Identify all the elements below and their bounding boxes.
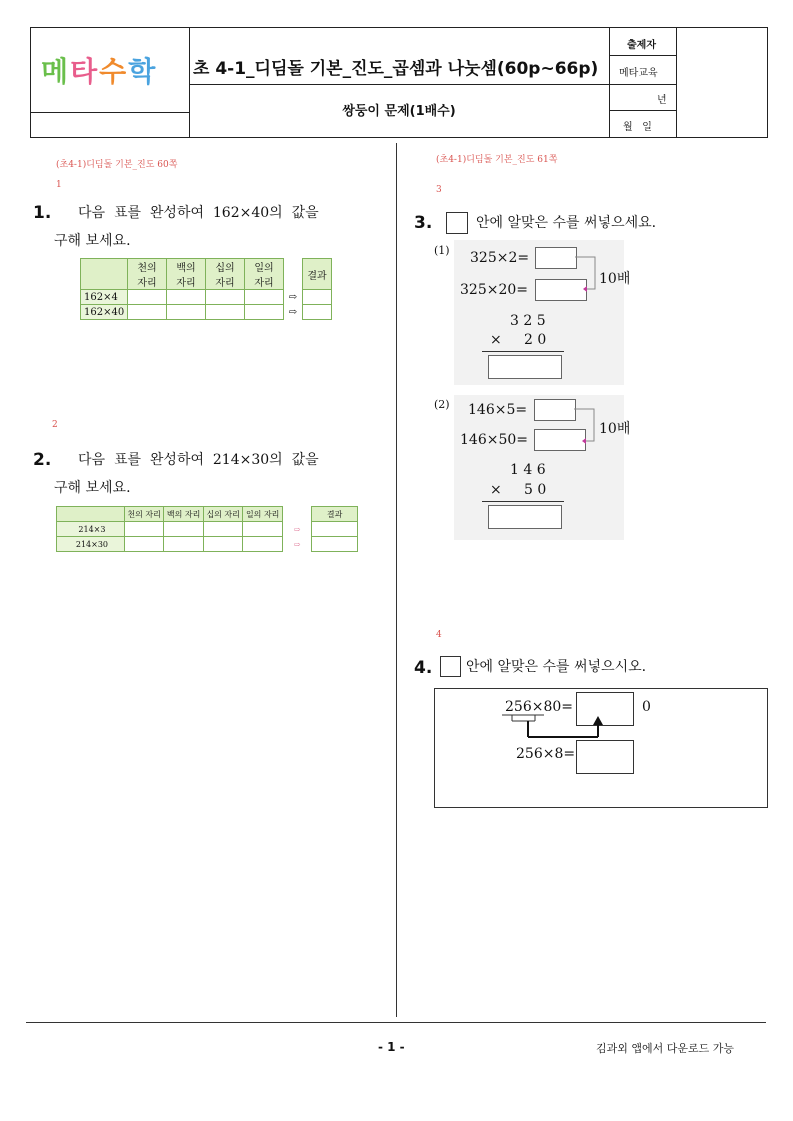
q1-source: (초4-1)디딤돌 기본_진도 60쪽 [56,160,178,170]
download-note: 김과외 앱에서 다운로드 가능 [596,1042,735,1055]
q1-text: 다음 표를 완성하여 162×40의 값을 [78,205,319,221]
q3-source: (초4-1)디딤돌 기본_진도 61쪽 [436,155,558,165]
answer-cell[interactable] [128,290,167,305]
q1-header-hundreds: 백의 자리 [167,259,206,290]
q4-expr1: 256×80= [505,699,573,715]
answer-cell[interactable] [206,305,245,320]
header-divider [189,28,190,137]
year-cell: 년 [657,95,667,106]
result-cell[interactable] [312,537,358,552]
q2-number: 2. [33,450,52,470]
q1-number: 1. [33,203,52,223]
q1-text2: 구해 보세요. [54,233,131,249]
q2-row-label: 214×3 [57,522,125,537]
q3-part2-expr2: 146×50= [460,432,528,448]
header-divider [676,28,677,137]
q2-header-thousands: 천의 자리 [124,507,164,522]
page-number: - 1 - [378,1040,405,1054]
bracket-arrow-icon [574,408,598,444]
column-divider [396,143,397,1017]
q2-text: 다음 표를 완성하여 214×30의 값을 [78,452,319,468]
rule-line [482,501,564,502]
answer-cell[interactable] [245,305,284,320]
answer-box[interactable] [488,355,562,379]
arrow-icon: ⇨ [288,306,298,318]
q3-part1-top: 3 2 5 [510,313,546,329]
answer-cell[interactable] [203,537,243,552]
answer-cell[interactable] [243,522,283,537]
blank-box-icon [440,656,461,677]
answer-cell[interactable] [167,305,206,320]
header-divider [609,28,610,137]
q4-zero: 0 [642,699,651,715]
q1-table [80,258,332,320]
q1-small-number: 1 [56,180,62,190]
page-subtitle: 쌍둥이 문제(1배수) [342,104,456,119]
q3-part1-mul: × 2 0 [490,332,547,348]
answer-cell[interactable] [167,290,206,305]
rule-line [482,351,564,352]
answer-cell[interactable] [124,537,164,552]
q2-table [56,506,358,552]
answer-cell[interactable] [245,290,284,305]
q4-small-number: 4 [436,630,442,640]
answer-cell[interactable] [124,522,164,537]
bracket-arrow-icon [575,256,599,292]
q3-part1-label: (1) [434,244,450,257]
q4-number: 4. [414,658,433,678]
q4-text: 안에 알맞은 수를 써넣으시오. [466,659,647,675]
answer-box[interactable] [576,740,634,774]
blank-box-icon [446,212,468,234]
answer-box[interactable] [535,247,577,269]
answer-box[interactable] [534,399,576,421]
q2-small-number: 2 [52,420,58,430]
header-divider [609,84,676,85]
header-divider [31,112,189,113]
q3-small-number: 3 [436,185,442,195]
q3-part1-expr1: 325×2= [470,250,530,266]
q2-header-tens: 십의 자리 [203,507,243,522]
q1-row-label: 162×4 [81,290,128,305]
logo: 메타수학 [41,55,158,88]
answer-cell[interactable] [203,522,243,537]
q3-number: 3. [414,213,433,233]
q2-header-result: 결과 [312,507,358,522]
answer-cell[interactable] [206,290,245,305]
answer-cell[interactable] [243,537,283,552]
q1-header-ones: 일의 자리 [245,259,284,290]
q3-part2-label: (2) [434,398,450,411]
author-value: 메타교육 [619,68,658,79]
footer-rule [26,1022,766,1023]
q3-part2-mul: × 5 0 [490,482,547,498]
month-day-cell: 월 일 [623,122,652,133]
q2-header-ones: 일의 자리 [243,507,283,522]
q1-header-thousands: 천의 자리 [128,259,167,290]
q2-row-label: 214×30 [57,537,125,552]
arrow-icon: ⇨ [288,291,298,303]
arrow-icon: ⇨ [293,524,301,534]
header-divider [609,110,676,111]
page-title: 초 4-1_디딤돌 기본_진도_곱셈과 나눗셈(60p~66p) [193,59,599,79]
q3-text: 안에 알맞은 수를 써넣으세요. [476,215,657,231]
q3-part2-expr1: 146×5= [468,402,528,418]
answer-cell[interactable] [164,537,204,552]
q1-row-label: 162×40 [81,305,128,320]
answer-cell[interactable] [128,305,167,320]
q3-part1-expr2: 325×20= [460,282,528,298]
q2-header-hundreds: 백의 자리 [164,507,204,522]
answer-box[interactable] [488,505,562,529]
header-divider [609,55,676,56]
result-cell[interactable] [303,305,332,320]
q1-header-tens: 십의 자리 [206,259,245,290]
connector-arrow-icon [500,713,610,743]
q2-text2: 구해 보세요. [54,480,131,496]
q3-part1-times: 10배 [599,271,631,287]
header-box [30,27,768,138]
answer-cell[interactable] [164,522,204,537]
header-divider [189,84,609,85]
arrow-icon: ⇨ [293,539,301,549]
q1-header-result: 결과 [303,259,332,290]
author-label: 출제자 [627,40,656,51]
q4-expr2: 256×8= [516,746,576,762]
q3-part2-top: 1 4 6 [510,462,546,478]
result-cell[interactable] [303,290,332,305]
result-cell[interactable] [312,522,358,537]
q3-part2-times: 10배 [599,421,631,437]
